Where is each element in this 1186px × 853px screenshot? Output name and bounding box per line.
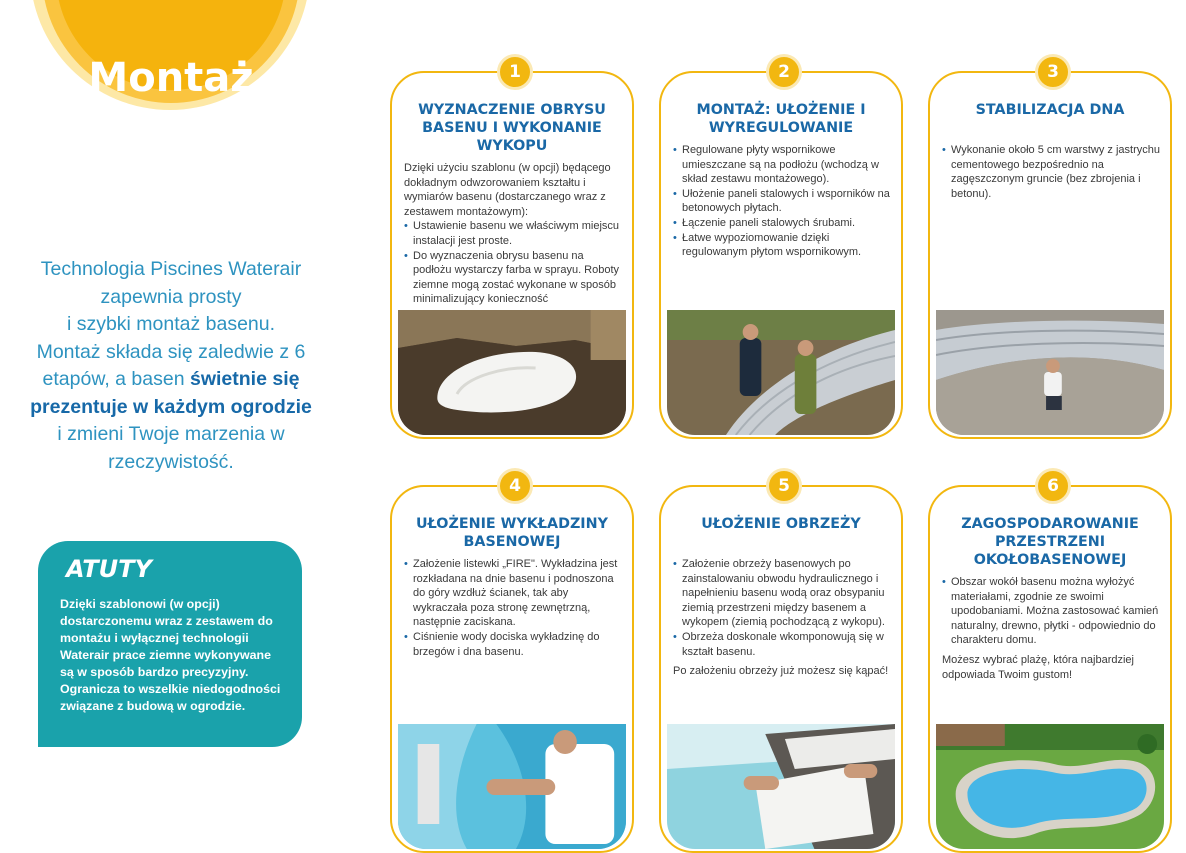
step-4-bullet: • Założenie listewki „FIRE". Wykładzina jest rozkładana na dnie basenu i podnoszona do góry wzdłuż ścianek, tak aby wykraczała poza stronę zewnętrzną, następnie zaciskana.: [404, 557, 622, 630]
step-2-bullet: • Łatwe wypoziomowanie dzięki regulowanym płytom wspornikowym.: [673, 231, 891, 260]
step-1-intro: Dzięki użyciu szablonu (w opcji) będącego dokładnym odwzorowaniem kształtu i wymiarów basenu (dostarczanego wraz z zestawem montażowym):: [404, 162, 611, 218]
intro-text: [20, 256, 322, 476]
intro-line: zapewnia prosty: [100, 285, 242, 308]
step-1-text: [404, 161, 622, 307]
step-5-photo: [667, 724, 895, 849]
step-4-bullet: • Ciśnienie wody dociska wykładzinę do brzegów i dna basenu.: [404, 630, 622, 659]
step-6-note: Możesz wybrać plażę, która najbardziej odpowiada Twoim gustom!: [942, 653, 1134, 681]
intro-line: Technologia Piscines Waterair: [40, 258, 302, 280]
intro-highlight: świetnie się: [189, 368, 300, 390]
step-6-number-badge: 6: [1035, 468, 1071, 504]
step-1-number-badge: 1: [497, 54, 533, 90]
step-3-title: STABILIZACJA DNA: [975, 102, 1125, 118]
step-1-bullet: • Ustawienie basenu we właściwym miejscu instalacji jest proste.: [404, 219, 622, 248]
step-5-bullet: • Obrzeża doskonale wkomponowują się w kształt basenu.: [673, 630, 891, 659]
step-6-photo: [936, 724, 1164, 849]
step-5-note: Po założeniu obrzeży już możesz się kąpać!: [673, 665, 889, 678]
step-6-title: ZAGOSPODAROWANIE PRZESTRZENI OKOŁOBASENOWEJ: [961, 516, 1139, 568]
step-1-bullet: • Do wyznaczenia obrysu basenu na podłożu wystarczy farba w sprayu. Roboty ziemne mogą zostać wykonane w sposób minimalizujący konieczność: [404, 249, 622, 307]
intro-line: [20, 394, 322, 422]
step-5-bullet: • Założenie obrzeży basenowych po zainstalowaniu obwodu hydraulicznego i napełnieniu basenu wodą oraz obsypaniu ziemią przestrzeni między basenem a wykopem (ziemią pochodzącą z wykopu).: [673, 557, 891, 630]
step-2-number-badge: 2: [766, 54, 802, 90]
step-4-card: [390, 485, 634, 853]
step-3-card: [928, 71, 1172, 439]
page-title: Montaż: [88, 55, 254, 101]
step-2-bullet: • Łączenie paneli stalowych śrubami.: [673, 216, 891, 231]
step-3-bullet: • Wykonanie około 5 cm warstwy z jastrychu cementowego bezpośrednio na zagęszczonym gruncie (bez zbrojenia i betonu).: [942, 143, 1160, 201]
step-5-number-badge: 5: [766, 468, 802, 504]
step-4-number-badge: 4: [497, 468, 533, 504]
step-2-bullet: • Regulowane płyty wspornikowe umieszczane są na podłożu (wchodzą w skład zestawu montażowego).: [673, 143, 891, 187]
atuty-text: Dzięki szablonowi (w opcji) dostarczonemu wraz z zestawem do montażu i wyłącznej technologii Waterair prace ziemne wykonywane są w sposób bardzo precyzyjny. Ogranicza to wszelkie niedogodności związane z budową w ogrodzie.: [60, 597, 281, 713]
intro-line: Montaż składa się zaledwie z 6: [36, 340, 306, 363]
step-2-title: MONTAŻ: UŁOŻENIE I WYREGULOWANIE: [696, 102, 866, 136]
step-4-photo: [398, 724, 626, 849]
step-5-title: UŁOŻENIE OBRZEŻY: [701, 516, 861, 532]
step-2-text: [673, 143, 891, 260]
step-5-text: [673, 557, 891, 679]
step-3-number-badge: 3: [1035, 54, 1071, 90]
intro-line: i szybki montaż basenu.: [66, 313, 276, 335]
step-6-text: [942, 575, 1160, 682]
step-3-text: [942, 143, 1160, 201]
intro-line: [20, 366, 322, 394]
intro-line-part: etapów, a basen: [42, 368, 190, 390]
step-5-card: [659, 485, 903, 853]
atuty-box: [38, 541, 302, 747]
step-4-text: [404, 557, 622, 659]
step-2-photo: [667, 310, 895, 435]
step-2-card: [659, 71, 903, 439]
atuty-title: ATUTY: [66, 555, 152, 583]
intro-line: i zmieni Twoje marzenia w: [57, 423, 285, 445]
intro-highlight: prezentuje w każdym ogrodzie: [30, 395, 312, 418]
step-1-card: [390, 71, 634, 439]
step-3-photo: [936, 310, 1164, 435]
step-6-bullet: • Obszar wokół basenu można wyłożyć materiałami, zgodnie ze swoimi upodobaniami. Można zastosować kamień naturalny, drewno, płytki - odpowiednio do charakteru domu.: [942, 575, 1160, 648]
step-2-bullet: • Ułożenie paneli stalowych i wsporników na betonowych płytach.: [673, 187, 891, 216]
step-4-title: UŁOŻENIE WYKŁADZINY BASENOWEJ: [416, 516, 608, 550]
step-6-card: [928, 485, 1172, 853]
step-1-title: WYZNACZENIE OBRYSU BASENU I WYKONANIE WYKOPU: [418, 102, 606, 154]
intro-line: rzeczywistość.: [108, 450, 234, 473]
step-1-photo: [398, 310, 626, 435]
